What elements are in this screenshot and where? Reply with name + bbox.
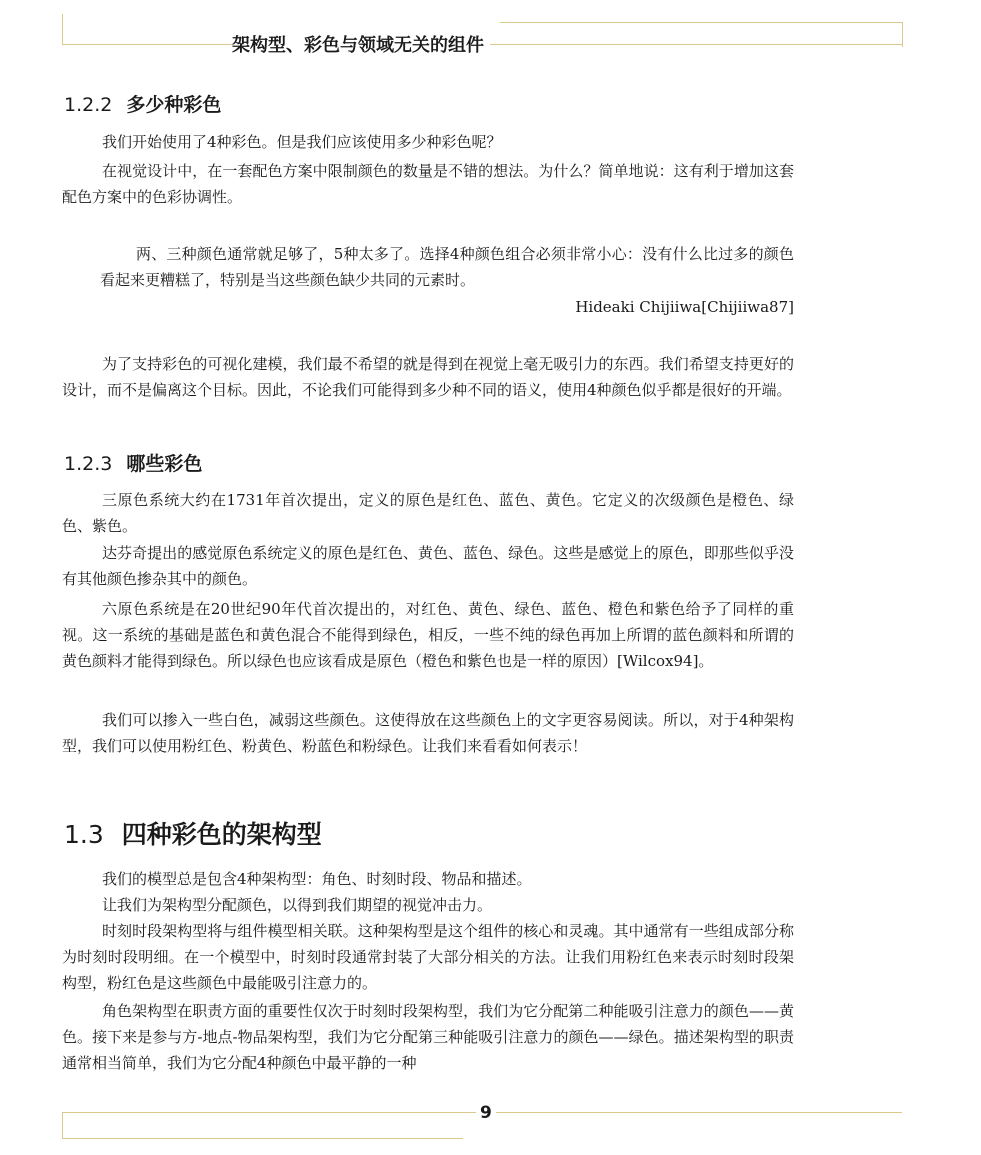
page-number: 9 xyxy=(476,1103,496,1123)
paragraph: 为了支持彩色的可视化建模，我们最不希望的就是得到在视觉上毫无吸引力的东西。我们希望支持更好的设计，而不是偏离这个目标。因此，不论我们可能得到多少种不同的语义，使用4种颜色似乎都是很好的开端。 xyxy=(62,355,794,399)
section-title: 四种彩色的架构型 xyxy=(121,820,322,849)
section-title: 多少种彩色 xyxy=(126,94,222,116)
paragraph: 在视觉设计中，在一套配色方案中限制颜色的数量是不错的想法。为什么？简单地说：这有利于增加这套配色方案中的色彩协调性。 xyxy=(62,162,794,206)
paragraph: 让我们为架构型分配颜色，以得到我们期望的视觉冲击力。 xyxy=(102,896,493,914)
header-rule-tick xyxy=(62,14,63,45)
section-heading-1-3 xyxy=(64,815,322,851)
footer-frame xyxy=(62,1112,463,1139)
running-header: 架构型、彩色与领域无关的组件 xyxy=(232,31,490,57)
paragraph: 三原色系统大约在1731年首次提出，定义的原色是红色、蓝色、黄色。它定义的次级颜色是橙色、绿色、紫色。 xyxy=(62,491,794,535)
header-frame xyxy=(500,22,903,47)
paragraph: 时刻时段架构型将与组件模型相关联。这种架构型是这个组件的核心和灵魂。其中通常有一些组成部分称为时刻时段明细。在一个模型中，时刻时段通常封装了大部分相关的方法。让我们用粉红色来表示时刻时段架构型，粉红色是这些颜色中最能吸引注意力的。 xyxy=(62,922,794,992)
paragraph: 达芬奇提出的感觉原色系统定义的原色是红色、黄色、蓝色、绿色。这些是感觉上的原色，即那些似乎没有其他颜色掺杂其中的颜色。 xyxy=(62,544,794,588)
paragraph: 角色架构型在职责方面的重要性仅次于时刻时段架构型，我们为它分配第二种能吸引注意力的颜色——黄色。接下来是参与方-地点-物品架构型，我们为它分配第三种能吸引注意力的颜色——绿色。描述架构型的职责通常相当简单，我们为它分配4种颜色中最平静的一种 xyxy=(62,1002,794,1072)
section-heading-1-2-3 xyxy=(64,449,202,476)
paragraph: 六原色系统是在20世纪90年代首次提出的，对红色、黄色、绿色、蓝色、橙色和紫色给予了同样的重视。这一系统的基础是蓝色和黄色混合不能得到绿色，相反，一些不纯的绿色再加上所谓的蓝色颜料和所谓的黄色颜料才能得到绿色。所以绿色也应该看成是原色（橙色和紫色也是一样的原因）[Wilcox94]。 xyxy=(62,600,794,670)
paragraph: 我们开始使用了4种彩色。但是我们应该使用多少种彩色呢？ xyxy=(102,133,502,151)
section-title: 哪些彩色 xyxy=(126,453,203,475)
quote-citation: Hideaki Chijiiwa[Chijiiwa87] xyxy=(575,298,794,316)
section-heading-1-2-2 xyxy=(64,90,221,117)
paragraph: 我们可以掺入一些白色，减弱这些颜色。这使得放在这些颜色上的文字更容易阅读。所以，对于4种架构型，我们可以使用粉红色、粉黄色、粉蓝色和粉绿色。让我们来看看如何表示！ xyxy=(62,711,794,755)
section-number: 1.2.2 xyxy=(64,94,113,116)
section-number: 1.3 xyxy=(64,820,104,849)
section-number: 1.2.3 xyxy=(64,453,113,475)
block-quote: 两、三种颜色通常就足够了，5种太多了。选择4种颜色组合必须非常小心：没有什么比过多的颜色看起来更糟糕了，特别是当这些颜色缺少共同的元素时。 xyxy=(100,245,794,289)
paragraph: 我们的模型总是包含4种架构型：角色、时刻时段、物品和描述。 xyxy=(102,870,532,888)
